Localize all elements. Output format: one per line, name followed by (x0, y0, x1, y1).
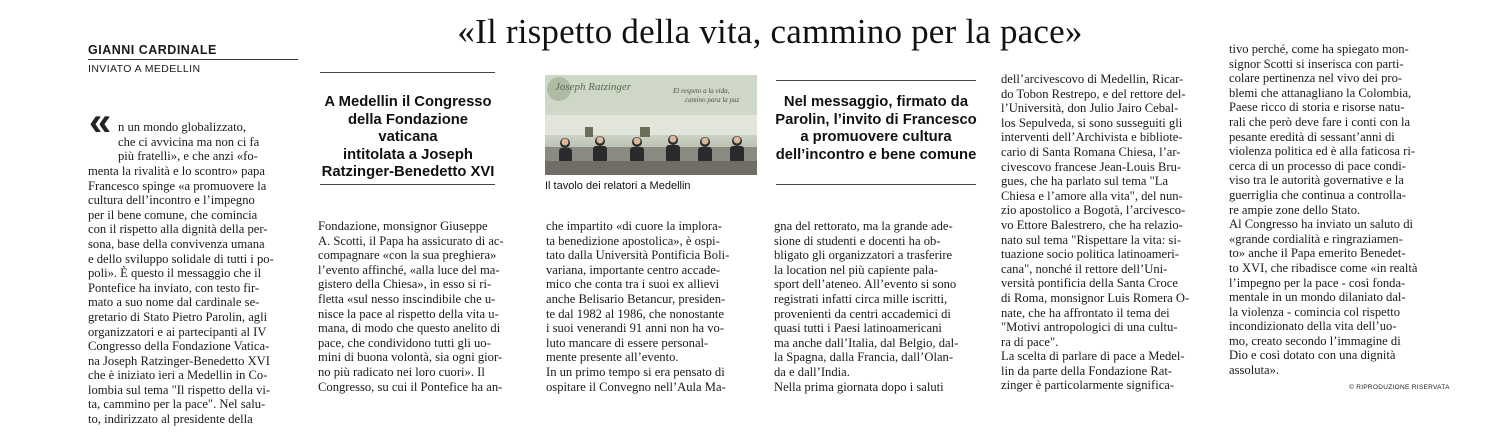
lead-text: n un mondo globalizzato, che ci avvicina ma non ci fa più fratelli», e che anzi «fo- menta la rivalità e lo scontro» papa Francesco spinge «a promuovere la cultura dell’incontro e l’impegno per il bene comune, che comincia con il rispetto alla dignità della per- sona, base della convivenza umana e dello sviluppo solidale di tutti i po- poli». È questo il messaggio che il Pontefice ha inviato, con testo fir- mato a suo nome dal cardinale se- gretario di Stato Pietro Parolin, agli organizzatori e ai partecipanti al IV Congresso della Fondazione Vatica- na Joseph Ratzinger-Benedetto XVI che è iniziato ieri a Medellin in Co- lombia sul tema "Il rispetto della vi- ta, cammino per la pace". Nel salu- to, indirizzato al presidente della (88, 120, 274, 427)
speakers-photo-graphic (545, 75, 757, 175)
column-5: dell’arcivescovo di Medellin, Ricar- do Tobon Restrepo, e del rettore del- l’Università, don Julio Jairo Cebal- los Sepulveda, si sono susseguiti gli interventi dell’Archivista e bibliote- cario di Santa Romana Chiesa, l’ar- civescovo francese Jean-Louis Bru- gues, che ha parlato sul tema "La Chiesa e l’amore alla vita", del nun- zio apostolico a Bogotà, l’arcivesco- vo Ettore Balestrero, che ha relazio- nato sul tema "Rispettare la vita: si- tuazione socio politica latinoameri- cana", nonché il rettore dell’Uni- versità pontificia della Santa Croce di Roma, monsignor Luis Romera O- nate, che ha affrontato il tema dei "Motivi antropologici di una cultu- ra di pace". La scelta di parlare di pace a Medel- lin da parte della Fondazione Rat- zinger è particolarmente significa- (1001, 72, 1190, 393)
speakers-photo (545, 75, 757, 175)
subhead-1: A Medellin il Congresso della Fondazione vaticana intitolata a Joseph Ratzinger-Benedetto XVI (321, 94, 495, 181)
lead-column (88, 91, 300, 427)
copyright-notice: © RIPRODUZIONE RISERVATA (1349, 384, 1450, 391)
subhead-1-bottom-rule (320, 184, 495, 185)
subhead-2: Nel messaggio, firmato da Parolin, l’invito di Francesco a promuovere cultura dell’incontro e bene comune (775, 94, 977, 163)
column-2: Fondazione, monsignor Giuseppe A. Scotti, il Papa ha assicurato di ac- compagnare «con la sua preghiera» l’evento affinché, «alla luce del ma- gistero della Chiesa», in esso si ri- fletta «sul nesso inscindibile che u- nisce la pace al rispetto della vita u- mana, di modo che questo anelito di pace, che condividono tutti gli uo- mini di buona volontà, sia ogni gior- no più radicato nei loro cuori». Il Congresso, su cui il Pontefice ha an- (318, 219, 504, 394)
author-role: INVIATO A MEDELLIN (88, 63, 201, 75)
column-6: tivo perché, come ha spiegato mon- signor Scotti si inserisca con parti- colare pertinenza nel vivo dei pro- blemi che attanagliano la Colombia, Paese ricco di storia e risorse natu- rali che però deve fare i conti con la pesante eredità di sessant’anni di violenza politica ed è alla faticosa ri- cerca di un processo di pace condi- viso tra le autorità governative e la guerriglia che continua a controlla- re ampie zone dello Stato. Al Congresso ha inviato un saluto di «grande cordialità e ringraziamen- to» anche il Papa emerito Benedet- to XVI, che ribadisce come «in realtà l’impegno per la pace - così fonda- mentale in un mondo dilaniato dal- la violenza - comincia col rispetto incondizionato della vita dell’uo- mo, creato secondo l’immagine di Dio e così dotato con una dignità assoluta». (1229, 42, 1418, 378)
photo-caption: Il tavolo dei relatori a Medellin (545, 180, 691, 192)
column-4: gna del rettorato, ma la grande ade- sione di studenti e docenti ha ob- bligato gli organizzatori a trasferire la location nel più capiente pala- sport dell’ateneo. All’evento si sono registrati infatti circa mille iscritti, provenienti da centri accademici di quasi tutti i Paesi latinoamericani ma anche dall’Italia, dal Belgio, dal- la Spagna, dalla Francia, dall’Olan- da e dall’India. Nella prima giornata dopo i saluti (774, 219, 959, 394)
byline (88, 43, 298, 75)
banner-slogan-2: camino para la paz (685, 96, 740, 104)
column-3: che impartito «di cuore la implora- ta benedizione apostolica», è ospi- tato dalla Università Pontificia Boli- variana, importante centro accade- mico che conta tra i suoi ex allievi anche Belisario Betancur, presiden- te dal 1982 al 1986, che nonostante i suoi venerandi 91 anni non ha vo- luto mancare di essere personal- mente presente all’evento. In un primo tempo si era pensato di ospitare il Convegno nell’Aula Ma- (546, 219, 730, 394)
banner-slogan-1: El respeto a la vida, (673, 87, 730, 95)
subhead-1-top-rule (320, 72, 495, 73)
byline-divider (88, 59, 298, 60)
subhead-2-top-rule (776, 80, 976, 81)
author-name: GIANNI CARDINALE (88, 43, 217, 57)
drop-cap-space (88, 106, 118, 150)
banner-name: Joseph Ratzinger (555, 81, 632, 93)
drop-quote-mark: « (89, 100, 106, 144)
headline: «Il rispetto della vita, cammino per la pace» (457, 12, 1083, 51)
subhead-2-bottom-rule (776, 184, 976, 185)
